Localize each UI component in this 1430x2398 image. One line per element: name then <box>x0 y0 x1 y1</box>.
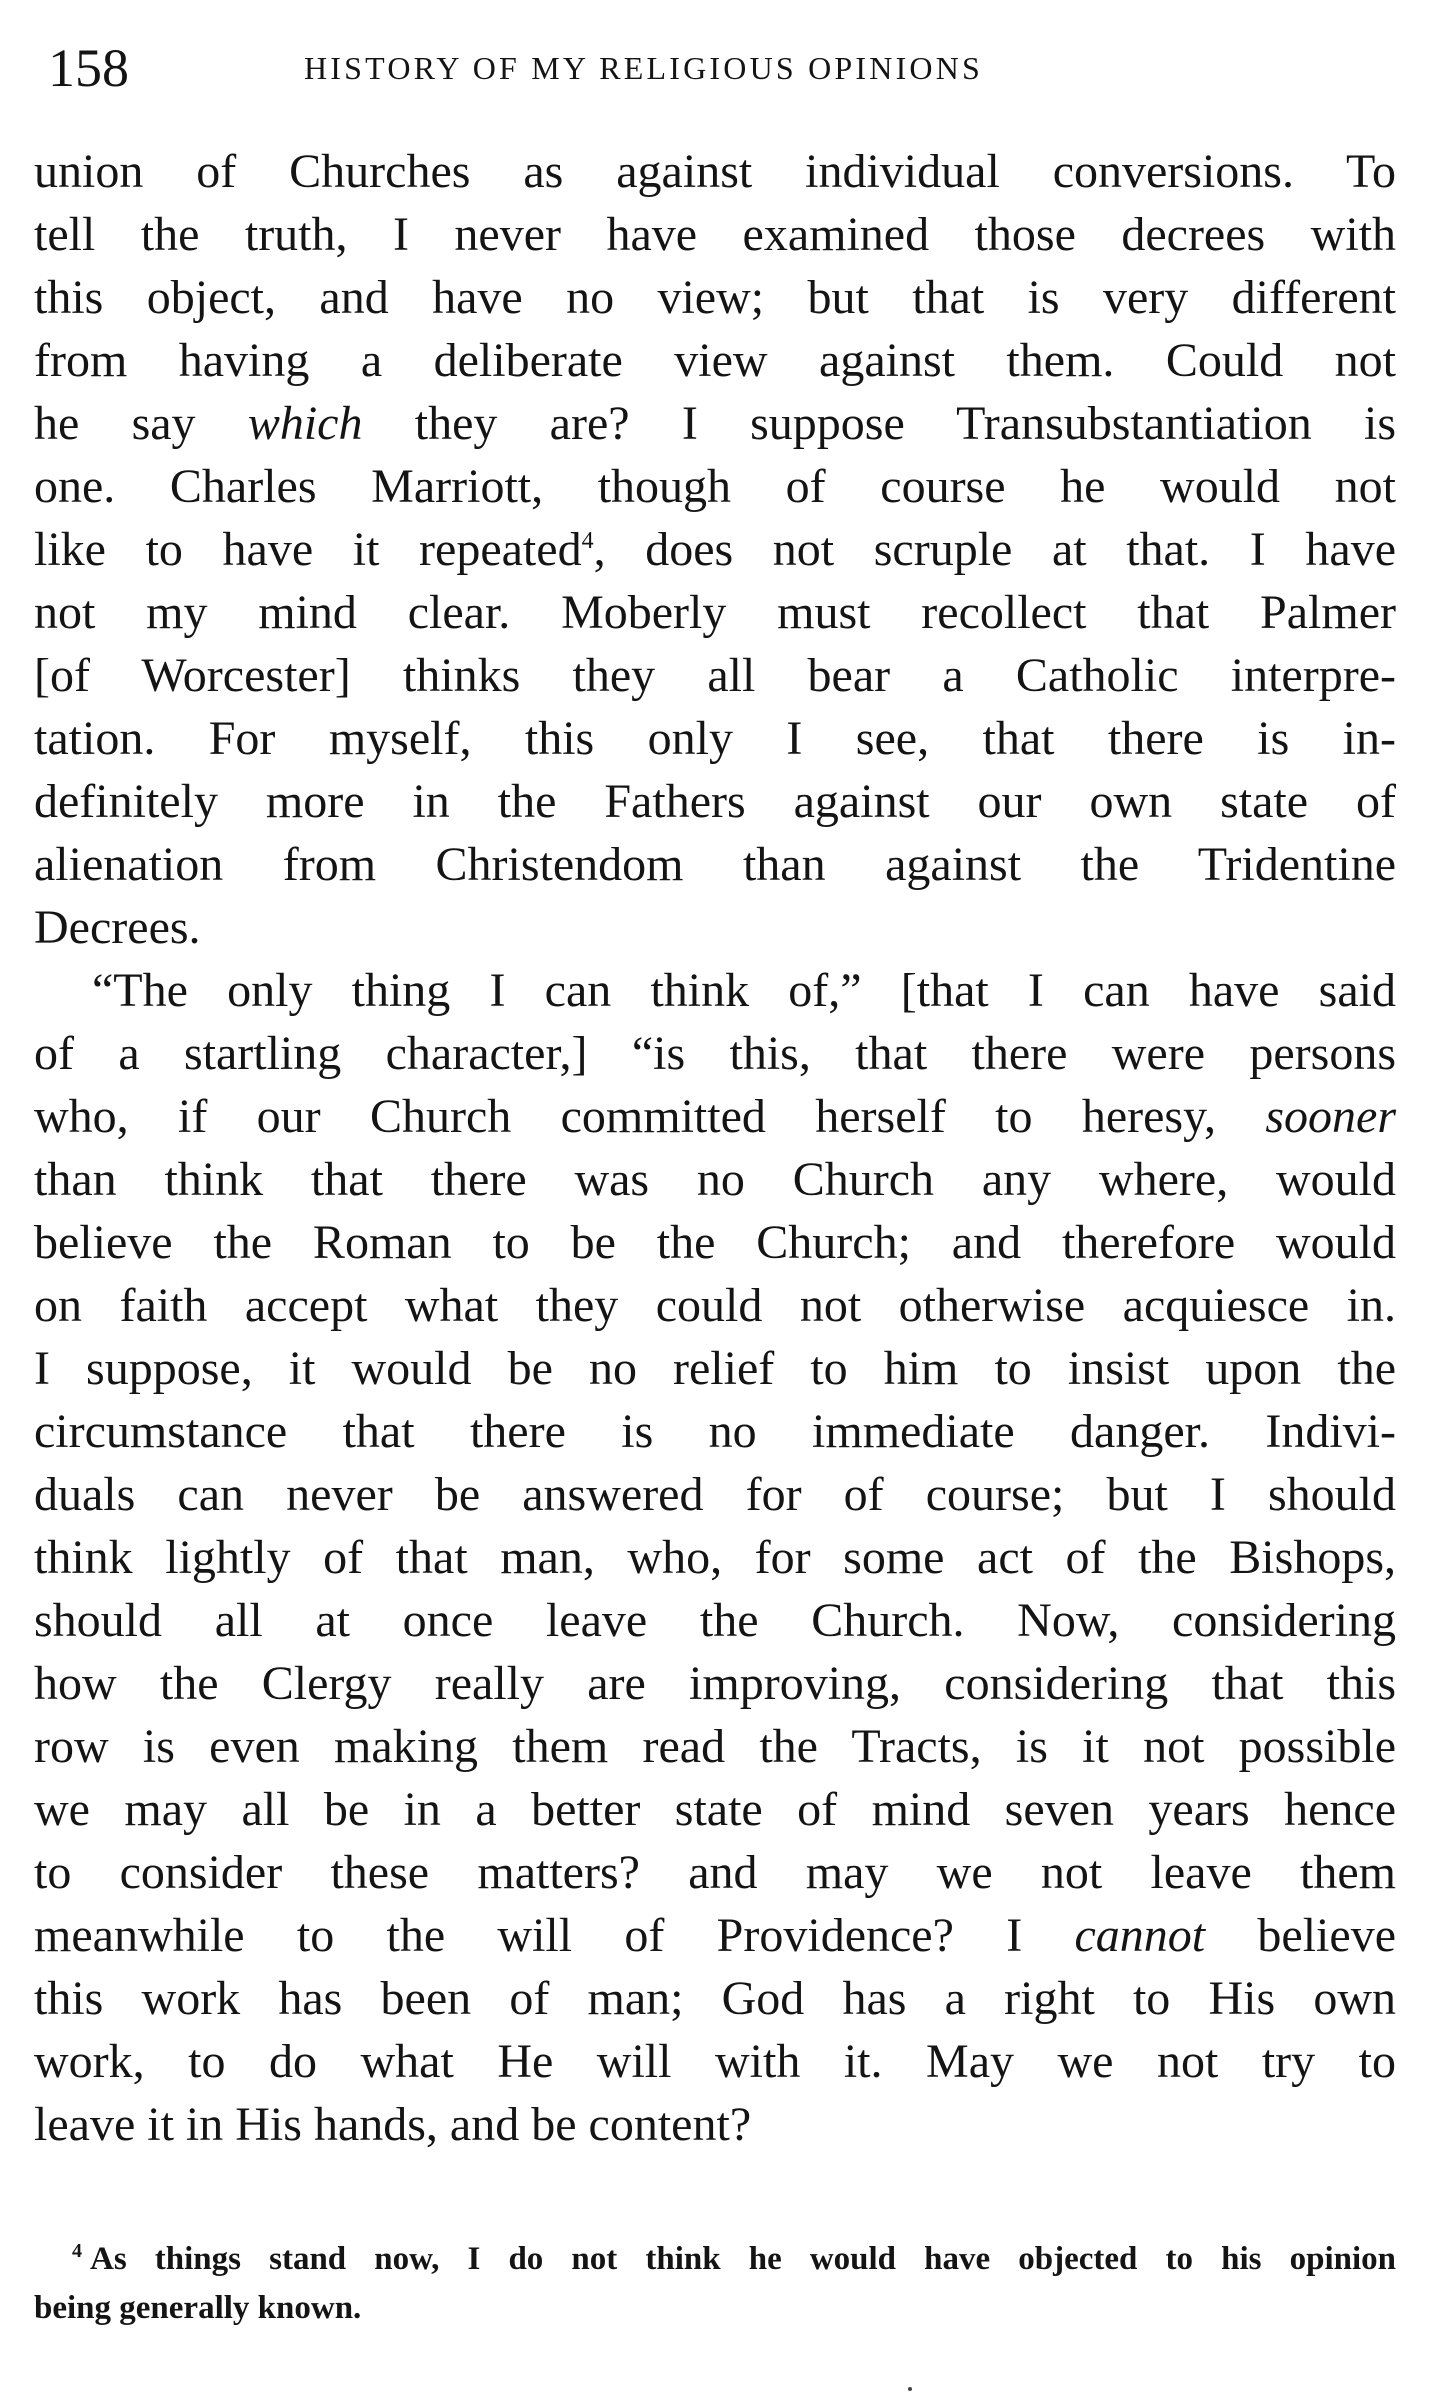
text-line: this work has been of man; God has a right to His own <box>34 1972 1396 2025</box>
text-line <box>34 392 1396 455</box>
page-number: 158 <box>48 38 129 98</box>
text-run: believe <box>1205 1909 1397 1962</box>
text-line <box>34 1904 1396 1967</box>
text-line: I suppose, it would be no relief to him to insist upon the <box>34 1342 1396 1395</box>
text-line: Decrees. <box>34 901 201 954</box>
text-line: definitely more in the Fathers against our own state of <box>34 775 1396 828</box>
text-line: of a startling character,] “is this, that there were persons <box>34 1027 1396 1080</box>
running-title: HISTORY OF MY RELIGIOUS OPINIONS <box>304 50 984 86</box>
text-line: from having a deliberate view against them. Could not <box>34 334 1396 387</box>
running-head <box>48 28 1388 108</box>
text-line: believe the Roman to be the Church; and therefore would <box>34 1216 1396 1269</box>
footnote-line <box>34 2235 1396 2284</box>
text-line: circumstance that there is no immediate danger. Indivi- <box>34 1405 1396 1458</box>
text-line: tation. For myself, this only I see, that there is in- <box>34 712 1396 765</box>
footnote-reference: 4 <box>581 528 594 554</box>
text-line: union of Churches as against individual conversions. To <box>34 145 1396 198</box>
text-line <box>34 1085 1396 1148</box>
text-run: he say <box>34 397 248 450</box>
footnote-line: being generally known. <box>34 2290 362 2326</box>
text-line: to consider these matters? and may we not leave them <box>34 1846 1396 1899</box>
footnote-text: As things stand now, I do not think he would have objected to his opinion <box>90 2241 1396 2277</box>
text-line: row is even making them read the Tracts, is it not possible <box>34 1720 1396 1773</box>
body-text <box>34 140 1396 2156</box>
text-line: think lightly of that man, who, for some act of the Bishops, <box>34 1531 1396 1584</box>
text-line: duals can never be answered for of course; but I should <box>34 1468 1396 1521</box>
footnote-marker: 4 <box>72 2240 82 2262</box>
text-line: should all at once leave the Church. Now, considering <box>34 1594 1396 1647</box>
text-line: tell the truth, I never have examined those decrees with <box>34 208 1396 261</box>
italic-word: cannot <box>1074 1909 1206 1962</box>
text-run: , does not scruple at that. I have <box>593 523 1396 576</box>
text-line: we may all be in a better state of mind seven years hence <box>34 1783 1396 1836</box>
text-line: one. Charles Marriott, though of course he would not <box>34 460 1396 513</box>
text-run: like to have it repeated <box>34 523 582 576</box>
text-line: not my mind clear. Moberly must recollect that Palmer <box>34 586 1396 639</box>
text-line: “The only thing I can think of,” [that I can have said <box>92 964 1396 1017</box>
text-line: alienation from Christendom than against the Tridentine <box>34 838 1396 891</box>
text-line <box>34 518 1396 581</box>
text-run: who, if our Church committed herself to heresy, <box>34 1090 1266 1143</box>
text-run: meanwhile to the will of Providence? I <box>34 1909 1075 1962</box>
footnote <box>34 2235 1396 2333</box>
text-line: on faith accept what they could not otherwise acquiesce in. <box>34 1279 1396 1332</box>
text-line: work, to do what He will with it. May we not try to <box>34 2035 1396 2088</box>
text-line: how the Clergy really are improving, considering that this <box>34 1657 1396 1710</box>
text-line: [of Worcester] thinks they all bear a Catholic interpre- <box>34 649 1396 702</box>
print-speck <box>908 2387 912 2391</box>
text-line: this object, and have no view; but that is very different <box>34 271 1396 324</box>
text-line: than think that there was no Church any where, would <box>34 1153 1396 1206</box>
italic-word: sooner <box>1265 1090 1396 1143</box>
italic-word: which <box>247 397 363 450</box>
text-line: leave it in His hands, and be content? <box>34 2098 752 2151</box>
text-run: they are? I suppose Transubstantiation is <box>362 397 1396 450</box>
